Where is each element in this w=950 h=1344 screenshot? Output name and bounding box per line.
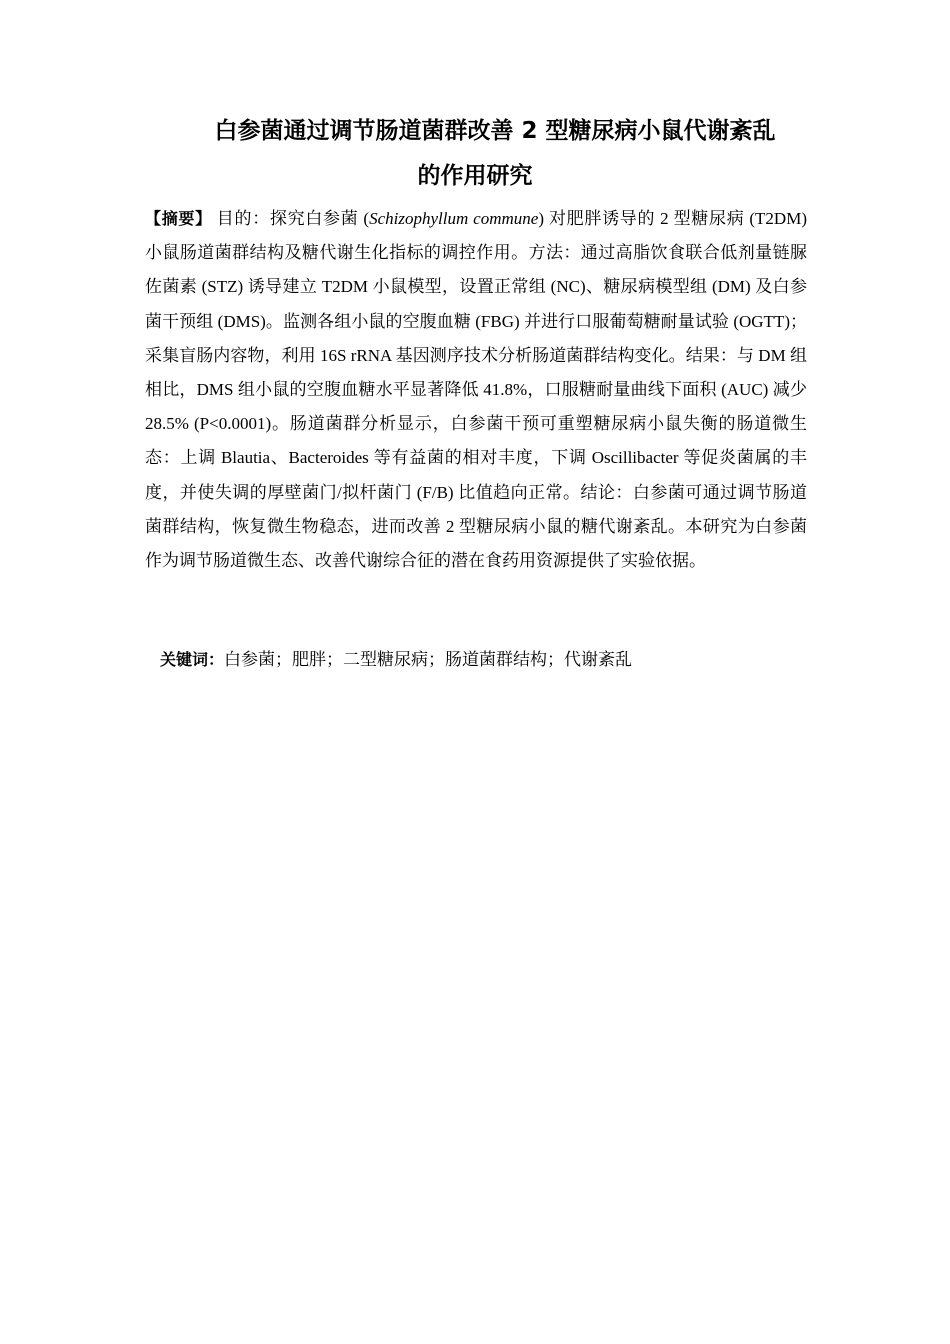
paper-title-line-1: 白参菌通过调节肠道菌群改善 2 型糖尿病小鼠代谢紊乱 bbox=[214, 118, 776, 144]
abstract-text-after-species: ) 对肥胖诱导的 2 型糖尿病 (T2DM) 小鼠肠道菌群结构及糖代谢生化指标的调控作用。方法：通过高脂饮食联合低剂量链脲佐菌素 (STZ) 诱导建立 T2DM 小鼠模型，设置正常组 (NC)、糖尿病模型组 (DM) 及白参菌干预组 (DMS)。监测各组小鼠的空腹血糖 (FBG) 并进行口服葡萄糖耐量试验 (OGTT)；采集盲肠内容物，利用 16S rRNA 基因测序技术分析肠道菌群结构变化。结果：与 DM 组相比，DMS 组小鼠的空腹血糖水平显著降低 41.8%，口服糖耐量曲线下面积 (AUC) 减少 28.5% (P<0.0001)。肠道菌群分析显示，白参菌干预可重塑糖尿病小鼠失衡的肠道微生态：上调 Blautia、Bacteroides 等有益菌的相对丰度，下调 Oscillibacter 等促炎菌属的丰度，并使失调的厚壁菌门/拟杆菌门 (F/B) 比值趋向正常。结论：白参菌可通过调节肠道菌群结构，恢复微生物稳态，进而改善 2 型糖尿病小鼠的糖代谢紊乱。本研究为白参菌作为调节肠道微生态、改善代谢综合征的潜在食药用资源提供了实验依据。 bbox=[145, 209, 807, 571]
abstract-species-name: Schizophyllum commune bbox=[369, 209, 539, 228]
abstract-text-before-species: 目的：探究白参菌 ( bbox=[211, 209, 370, 228]
paper-title-line-2: 的作用研究 bbox=[417, 163, 533, 189]
keywords-label: 关键词： bbox=[160, 650, 225, 669]
keywords-line bbox=[160, 644, 800, 676]
abstract-label: 【摘要】 bbox=[145, 209, 212, 228]
abstract-paragraph bbox=[145, 202, 807, 578]
keywords-text: 白参菌；肥胖；二型糖尿病；肠道菌群结构；代谢紊乱 bbox=[224, 650, 633, 669]
